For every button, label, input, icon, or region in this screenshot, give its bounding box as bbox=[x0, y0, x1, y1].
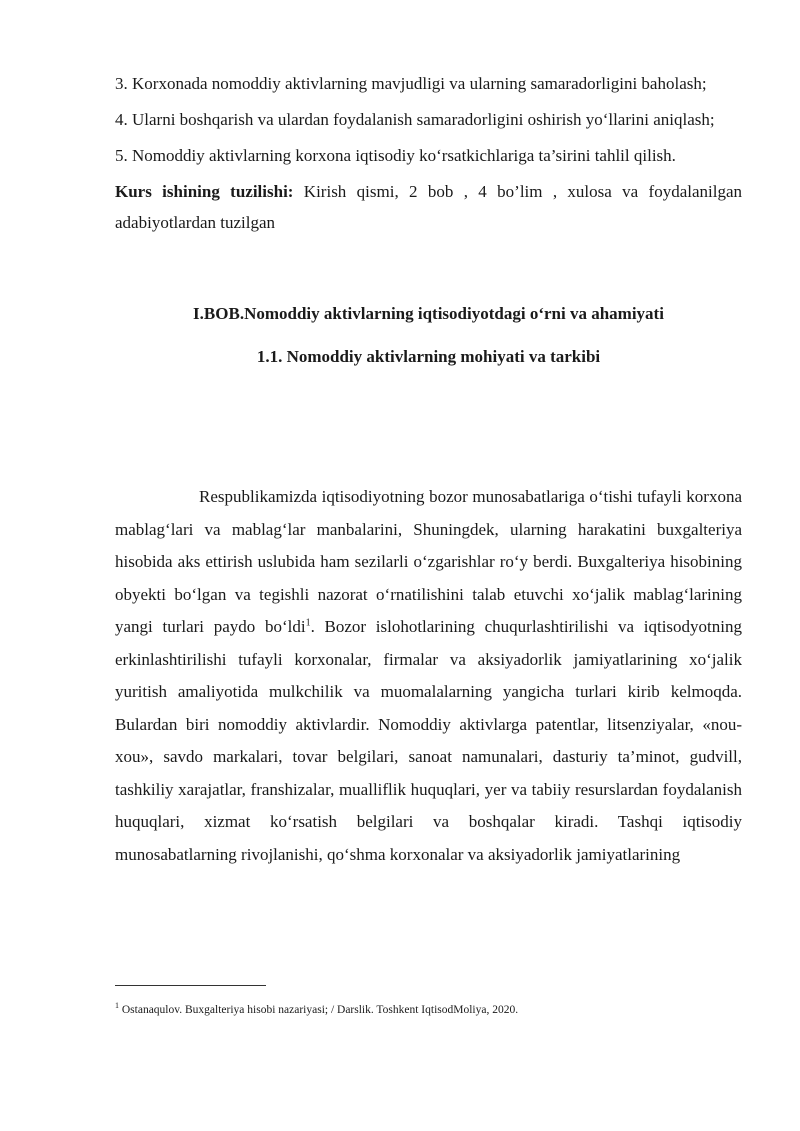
chapter-title: I.BOB.Nomoddiy aktivlarning iqtisodiyotdagi o‘rni va ahamiyati bbox=[193, 304, 664, 323]
footnote-reference[interactable]: 1 bbox=[305, 617, 311, 629]
list-item-3: 3. Korxonada nomoddiy aktivlarning mavjudligi va ularning samaradorligini baholash; bbox=[115, 74, 707, 93]
structure-label: Kurs ishining tuzilishi: bbox=[115, 182, 294, 201]
body-text-part2: . Bozor islohotlarining chuqurlashtirilishi va iqtisodyotning erkinlashtirilishi tufayli korxonalar, firmalar va aksiyadorlik jamiyatlarining xo‘jalik yuritish amaliyotida mulkchilik va muomalalarning yangicha turlari kirib kelmoqda. Bulardan biri nomoddiy aktivlardir. Nomoddiy aktivlarga patentlar, litsenziyalar, «nou-xou», savdo markalari, tovar belgilari, sanoat namunalari, dasturiy ta’minot, gudvill, tashkiliy xarajatlar, franshizalar, mualliflik huquqlari, yer va tabiiy resurslardan foydalanish huquqlari, xizmat ko‘rsatish belgilari va boshqalar kiradi. Tashqi iqtisodiy munosabatlarning rivojlanishi, qo‘shma korxonalar va aksiyadorlik jamiyatlarining bbox=[115, 617, 742, 864]
list-item-4: 4. Ularni boshqarish va ulardan foydalanish samaradorligini oshirish yo‘llarini aniqlash; bbox=[115, 110, 715, 129]
body-paragraph bbox=[115, 481, 742, 871]
structure-text: Kirish qismi, 2 bob , 4 bo’lim , xulosa va foydalanilgan adabiyotlardan tuzilgan bbox=[115, 182, 742, 232]
footnote-mark: 1 bbox=[115, 1001, 119, 1011]
structure-paragraph bbox=[115, 176, 742, 238]
list-item-5: 5. Nomoddiy aktivlarning korxona iqtisodiy ko‘rsatkichlariga ta’sirini tahlil qilish. bbox=[115, 146, 676, 165]
footnote bbox=[115, 1002, 518, 1018]
document-page bbox=[115, 68, 742, 871]
footnote-text: Ostanaqulov. Buxgalteriya hisobi nazariyasi; / Darslik. Toshkent IqtisodMoliya, 2020. bbox=[119, 1004, 519, 1016]
section-title: 1.1. Nomoddiy aktivlarning mohiyati va tarkibi bbox=[256, 347, 601, 366]
body-text-part1: Respublikamizda iqtisodiyotning bozor munosabatlariga o‘tishi tufayli korxona mablag‘lari va mablag‘lar manbalarini, Shuningdek, ularning harakatini buxgalteriya hisobida aks ettirish uslubida ham sezilarli o‘zgarishlar ro‘y berdi. Buxgalteriya hisobining obyekti bo‘lgan va tegishli nazorat o‘rnatilishini talab etuvchi xo‘jalik mablag‘larining yangi turlari paydo bo‘ldi bbox=[115, 487, 742, 636]
footnote-divider bbox=[115, 985, 266, 986]
